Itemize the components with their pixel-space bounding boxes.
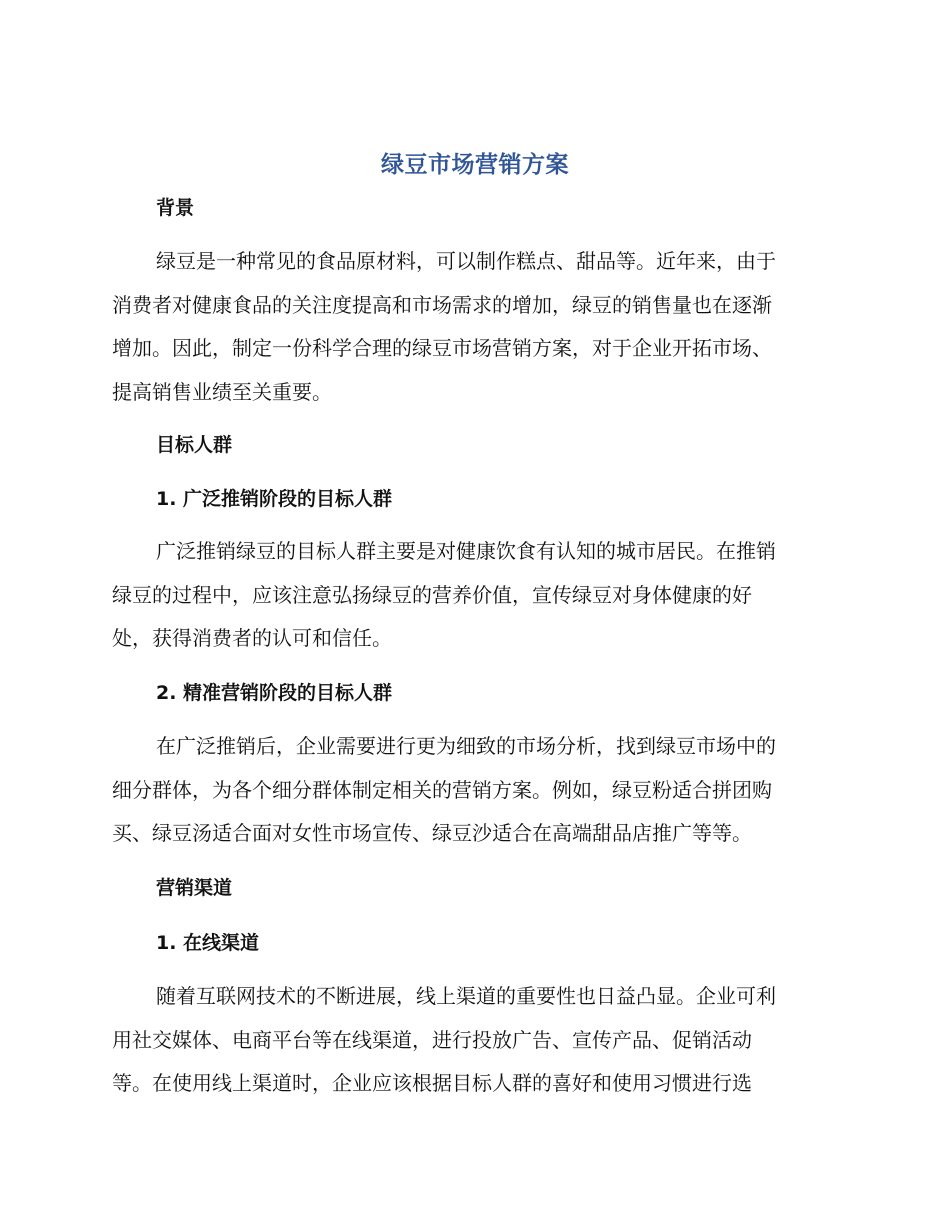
section-heading-target: 目标人群 <box>156 434 233 456</box>
subheading-online-channels: 1. 在线渠道 <box>156 932 260 954</box>
paragraph-online-channels <box>112 975 842 1106</box>
paragraph-line: 用社交媒体、电商平台等在线渠道，进行投放广告、宣传产品、促销活动 <box>112 1027 752 1052</box>
paragraph-line: 绿豆的过程中，应该注意弘扬绿豆的营养价值，宣传绿豆对身体健康的好 <box>112 582 752 607</box>
paragraph-line: 细分群体，为各个细分群体制定相关的营销方案。例如，绿豆粉适合拼团购 <box>112 777 772 802</box>
paragraph-line: 提高销售业绩至关重要。 <box>112 379 332 404</box>
paragraph-line: 广泛推销绿豆的目标人群主要是对健康饮食有认知的城市居民。在推销 <box>156 539 776 563</box>
paragraph-line: 增加。因此，制定一份科学合理的绿豆市场营销方案，对于企业开拓市场、 <box>112 336 772 360</box>
paragraph-line: 买、绿豆汤适合面对女性市场宣传、绿豆沙适合在高端甜品店推广等等。 <box>112 821 752 845</box>
paragraph-line: 消费者对健康食品的关注度提高和市场需求的增加，绿豆的销售量也在逐渐 <box>112 292 772 317</box>
paragraph-line: 绿豆是一种常见的食品原材料，可以制作糕点、甜品等。近年来，由于 <box>156 249 776 273</box>
document-title: 绿豆市场营销方案 <box>381 152 569 178</box>
paragraph-line: 等。在使用线上渠道时，企业应该根据目标人群的喜好和使用习惯进行选 <box>112 1071 752 1095</box>
paragraph-line: 随着互联网技术的不断进展，线上渠道的重要性也日益凸显。企业可利 <box>156 984 776 1008</box>
paragraph-precision-marketing <box>112 725 842 856</box>
subheading-precision-marketing: 2. 精准营销阶段的目标人群 <box>156 682 393 704</box>
section-heading-background: 背景 <box>156 197 195 219</box>
paragraph-broad-promotion <box>112 530 842 661</box>
paragraph-line: 在广泛推销后，企业需要进行更为细致的市场分析，找到绿豆市场中的 <box>156 734 776 758</box>
subheading-broad-promotion: 1. 广泛推销阶段的目标人群 <box>156 488 393 510</box>
paragraph-line: 处，获得消费者的认可和信任。 <box>112 626 392 650</box>
paragraph-background <box>112 240 842 414</box>
section-heading-channels: 营销渠道 <box>156 877 233 899</box>
